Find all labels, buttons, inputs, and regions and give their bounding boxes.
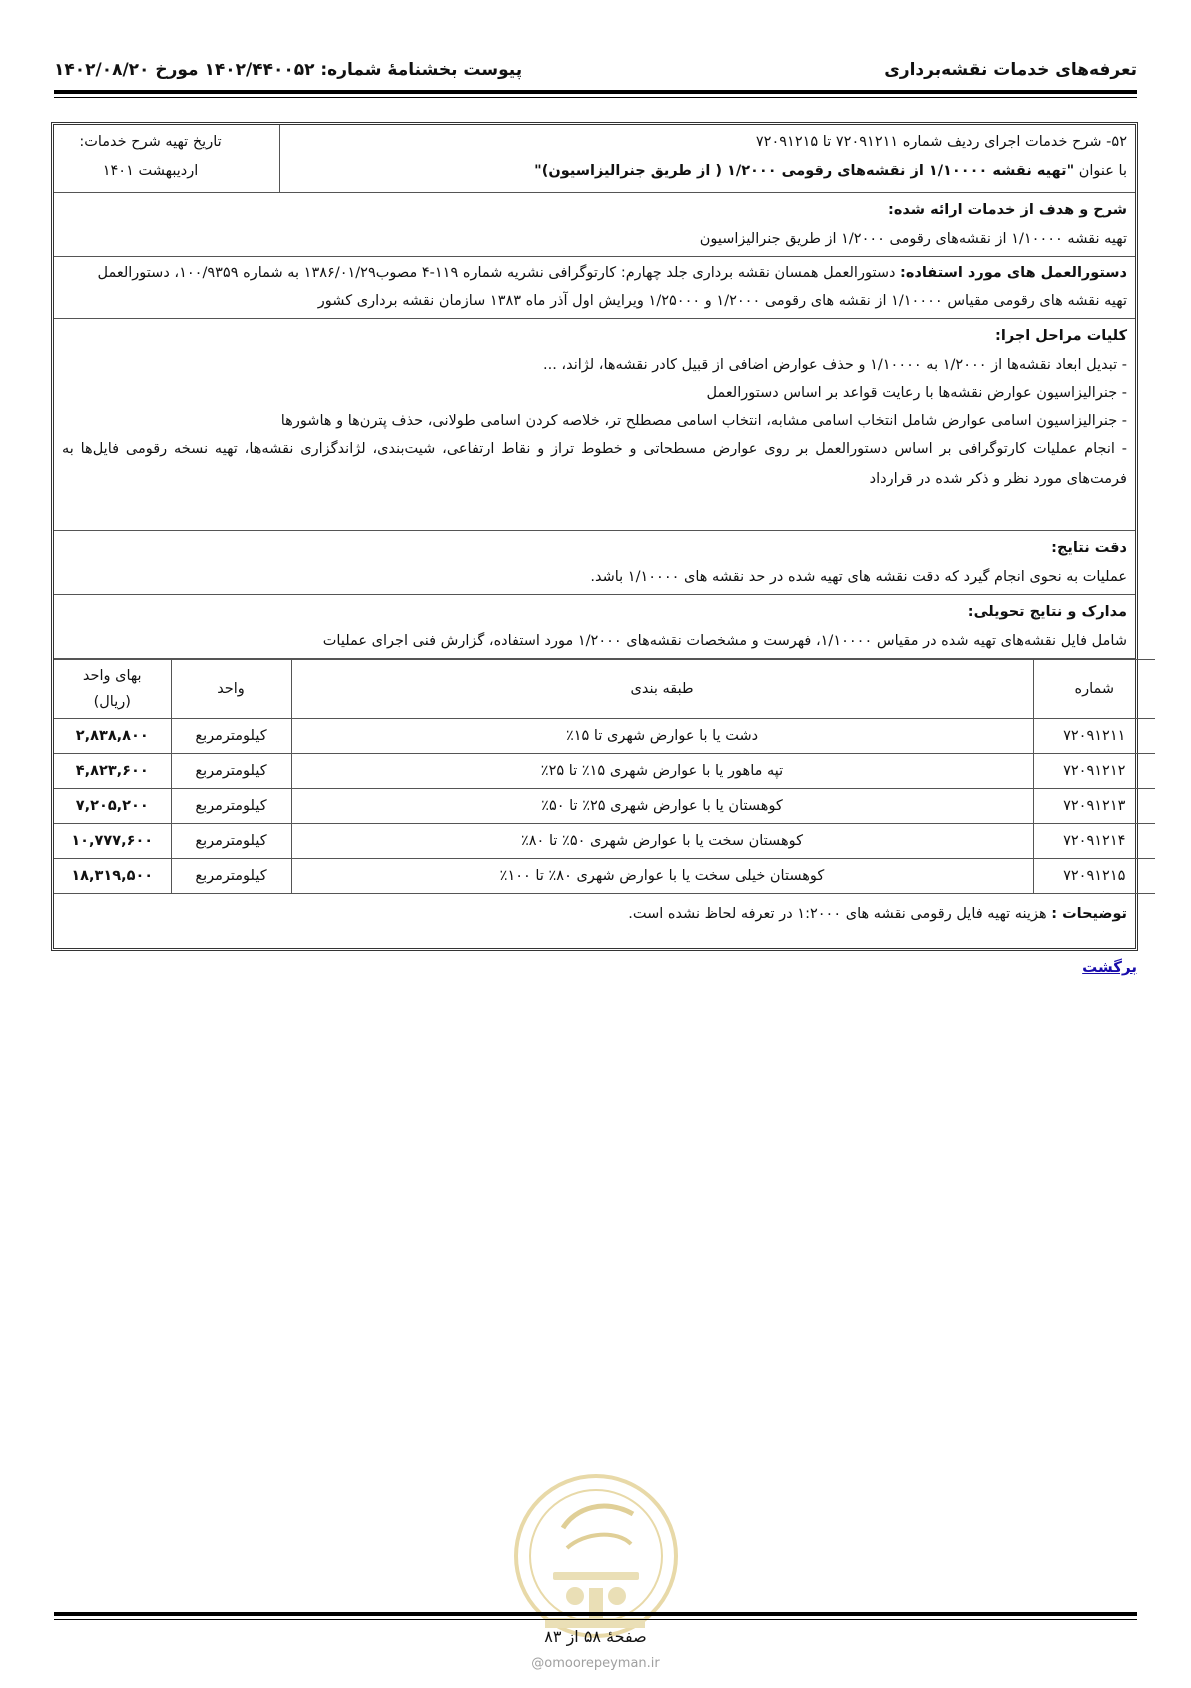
table-header-row (54, 660, 1155, 719)
step-item: - انجام عملیات کارتوگرافی بر اساس دستورالعمل بر روی عوارض مسطحاتی و خطوط تراز و نقاط ارتفاعی، شیت‌بندی، لژاندگزاری نقشه‌ها، تهیه نسخه رقومی فایل‌ها به فرمت‌های مورد نظر و ذکر شده در قرارداد (62, 441, 1127, 487)
header-rule-thin (54, 97, 1137, 98)
row-number: ۷۲۰۹۱۲۱۵ (1033, 859, 1155, 894)
footer-rule-thick (54, 1612, 1137, 1616)
purpose-heading: شرح و هدف از خدمات ارائه شده: (888, 202, 1127, 218)
table-row (54, 719, 1155, 754)
row-unit: کیلومترمربع (171, 824, 291, 859)
header-rule-thick (54, 90, 1137, 94)
row-price: ۴,۸۲۳,۶۰۰ (54, 754, 171, 789)
instructions-text-1: دستورالعمل همسان نقشه برداری جلد چهارم: کارتوگرافی نشریه شماره ۱۱۹-۴ مصوب۱۳۸۶/۰۱/۲۹ به شماره ۱۰۰/۹۳۵۹، دستورالعمل (97, 265, 901, 281)
instructions-text-2: تهیه نقشه های رقومی مقیاس ۱/۱۰۰۰۰ از نقشه های رقومی ۱/۲۰۰۰ و ۱/۲۵۰۰۰ ویرایش اول آذر ماه ۱۳۸۳ سازمان نقشه برداری کشور (317, 293, 1127, 309)
page-number: صفحهٔ ۵۸ از ۸۳ (544, 1627, 647, 1646)
notes-section (54, 895, 1135, 948)
header-classification: طبقه بندی (291, 660, 1033, 719)
seal-watermark-icon (505, 1468, 687, 1688)
row-price: ۱۰,۷۷۷,۶۰۰ (54, 824, 171, 859)
deliverables-text: شامل فایل نقشه‌های تهیه شده در مقیاس ۱/۱۰۰۰۰، فهرست و مشخصات نقشه‌های ۱/۲۰۰۰ مورد استفاده، گزارش فنی اجرای عملیات (322, 633, 1127, 649)
instructions-section (54, 257, 1135, 319)
table-row (54, 824, 1155, 859)
service-title-cell (279, 125, 1135, 192)
service-title-prefix: با عنوان (1074, 163, 1127, 179)
service-description-box (51, 122, 1138, 951)
accuracy-text: عملیات به نحوی انجام گیرد که دقت نقشه های تهیه شده در حد نقشه های ۱/۱۰۰۰۰ باشد. (590, 569, 1127, 585)
steps-section (54, 319, 1135, 531)
row-unit: کیلومترمربع (171, 719, 291, 754)
instructions-line-1 (62, 258, 1127, 288)
deliverables-heading: مدارک و نتایج تحویلی: (967, 604, 1127, 620)
attachment-reference: پیوست بخشنامهٔ شماره: ۱۴۰۲/۴۴۰۰۵۲ مورخ ۱۴۰۲/۰۸/۲۰ (54, 60, 523, 80)
row-unit: کیلومترمربع (171, 859, 291, 894)
row-classification: دشت یا با عوارض شهری تا ۱۵٪ (291, 719, 1033, 754)
service-date-value: اردیبهشت ۱۴۰۱ (102, 163, 199, 179)
row-number: ۷۲۰۹۱۲۱۴ (1033, 824, 1155, 859)
steps-heading: کلیات مراحل اجرا: (995, 328, 1127, 344)
row-price: ۲,۸۳۸,۸۰۰ (54, 719, 171, 754)
accuracy-section (54, 531, 1135, 595)
site-watermark: @omoorepeyman.ir (531, 1656, 660, 1671)
notes-heading: توضیحات : (1051, 906, 1127, 922)
service-title: "تهیه نقشه ۱/۱۰۰۰۰ از نقشه‌های رقومی ۱/۲۰۰۰ ( از طریق جنرالیزاسیون)" (534, 163, 1075, 179)
notes-line (62, 899, 1127, 929)
notes-text: هزینه تهیه فایل رقومی نقشه های ۱:۲۰۰۰ در تعرفه لحاظ نشده است. (628, 906, 1052, 922)
step-item: - تبدیل ابعاد نقشه‌ها از ۱/۲۰۰۰ به ۱/۱۰۰۰۰ و حذف عوارض اضافی از قبیل کادر نقشه‌ها، لژاند، ... (542, 357, 1127, 373)
service-title-row (54, 125, 1135, 193)
footer-rule-thin (54, 1619, 1137, 1620)
deliverables-section (54, 595, 1135, 659)
service-range: ۵۲- شرح خدمات اجرای ردیف شماره ۷۲۰۹۱۲۱۱ تا ۷۲۰۹۱۲۱۵ (755, 134, 1127, 150)
tariff-table (54, 659, 1155, 894)
row-number: ۷۲۰۹۱۲۱۳ (1033, 789, 1155, 824)
header-unit: واحد (171, 660, 291, 719)
table-row (54, 789, 1155, 824)
service-title-line (288, 156, 1127, 186)
row-unit: کیلومترمربع (171, 789, 291, 824)
page-header (54, 56, 1137, 84)
service-date-cell (54, 125, 247, 192)
row-classification: کوهستان یا با عوارض شهری ۲۵٪ تا ۵۰٪ (291, 789, 1033, 824)
row-number: ۷۲۰۹۱۲۱۱ (1033, 719, 1155, 754)
row-unit: کیلومترمربع (171, 754, 291, 789)
row-classification: تپه ماهور یا با عوارض شهری ۱۵٪ تا ۲۵٪ (291, 754, 1033, 789)
header-price-currency: (ریال) (93, 694, 131, 710)
row-price: ۷,۲۰۵,۲۰۰ (54, 789, 171, 824)
header-unit-price (54, 660, 171, 719)
service-date-label: تاریخ تهیه شرح خدمات: (79, 134, 222, 150)
row-classification: کوهستان خیلی سخت یا با عوارض شهری ۸۰٪ تا ۱۰۰٪ (291, 859, 1033, 894)
back-link[interactable]: برگشت (1082, 958, 1137, 976)
table-row (54, 754, 1155, 789)
document-title: تعرفه‌های خدمات نقشه‌برداری (884, 60, 1137, 80)
purpose-text: تهیه نقشه ۱/۱۰۰۰۰ از نقشه‌های رقومی ۱/۲۰۰۰ از طریق جنرالیزاسیون (699, 231, 1127, 247)
table-row (54, 859, 1155, 894)
step-item: - جنرالیزاسیون عوارض نقشه‌ها با رعایت قواعد بر اساس دستورالعمل (706, 385, 1127, 401)
row-classification: کوهستان سخت یا با عوارض شهری ۵۰٪ تا ۸۰٪ (291, 824, 1033, 859)
step-item: - جنرالیزاسیون اسامی عوارض شامل انتخاب اسامی مشابه، انتخاب اسامی مصطلح تر، خلاصه کردن اسامی طولانی، حذف پترن‌ها و هاشورها (280, 413, 1127, 429)
row-number: ۷۲۰۹۱۲۱۲ (1033, 754, 1155, 789)
row-price: ۱۸,۳۱۹,۵۰۰ (54, 859, 171, 894)
purpose-section (54, 193, 1135, 257)
header-number: شماره (1033, 660, 1155, 719)
accuracy-heading: دقت نتایج: (1051, 540, 1127, 556)
instructions-heading: دستورالعمل های مورد استفاده: (900, 265, 1127, 281)
header-price-label: بهای واحد (82, 668, 142, 684)
